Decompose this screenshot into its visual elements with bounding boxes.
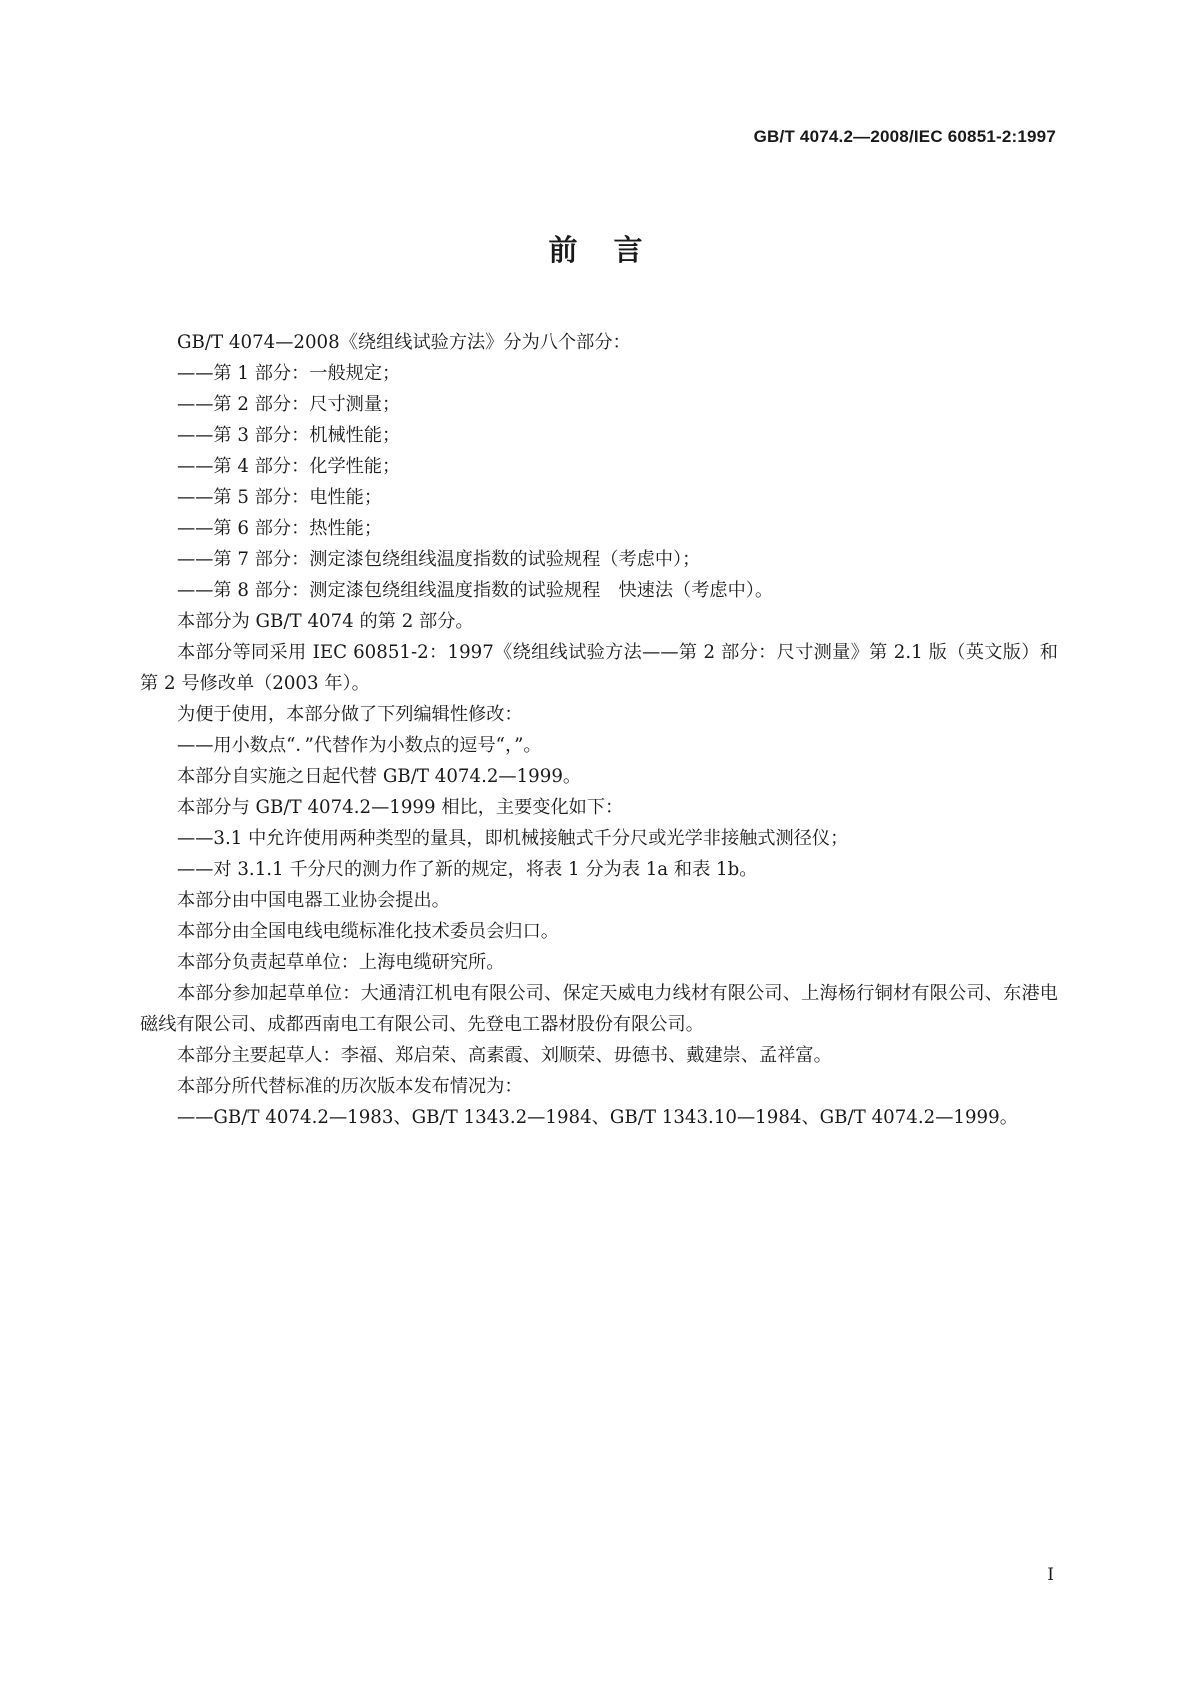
paragraph-main-changes: 本部分与 GB/T 4074.2—1999 相比，主要变化如下： [177,797,624,818]
list-item-part-3: ——第 3 部分：机械性能； [177,425,401,446]
list-item-history: ——GB/T 4074.2—1983、GB/T 1343.2—1984、GB/T 1343.10—1984、GB/T 4074.2—1999。 [177,1107,1018,1128]
paragraph-replaces: 本部分自实施之日起代替 GB/T 4074.2—1999。 [177,766,582,787]
page-number: I [1047,1565,1054,1585]
list-item-part-1: ——第 1 部分：一般规定； [177,363,401,384]
standard-code-header: GB/T 4074.2—2008/IEC 60851-2:1997 [753,127,1056,146]
paragraph-proposed-by: 本部分由中国电器工业协会提出。 [177,890,450,911]
page-title: 前言 [548,233,679,267]
paragraph-editorial-changes: 为便于使用，本部分做了下列编辑性修改： [177,704,523,725]
list-item-change-3-1: ——3.1 中允许使用两种类型的量具，即机械接触式千分尺或光学非接触式测径仪； [177,828,849,849]
list-item-part-6: ——第 6 部分：热性能； [177,518,383,539]
paragraph-adoption: 本部分等同采用 IEC 60851-2：1997《绕组线试验方法——第 2 部分：尺寸测量》第 2.1 版（英文版）和第 2 号修改单（2003 年）。 [140,642,1058,694]
list-item-part-7: ——第 7 部分：测定漆包绕组线温度指数的试验规程（考虑中）； [177,549,701,570]
paragraph-history-intro: 本部分所代替标准的历次版本发布情况为： [177,1076,523,1097]
paragraph-centralized-by: 本部分由全国电线电缆标准化技术委员会归口。 [177,921,559,942]
list-item-change-3-1-1: ——对 3.1.1 千分尺的测力作了新的规定，将表 1 分为表 1a 和表 1b。 [177,859,758,880]
paragraph-this-part: 本部分为 GB/T 4074 的第 2 部分。 [177,611,474,632]
paragraph-parts-intro: GB/T 4074—2008《绕组线试验方法》分为八个部分： [177,332,631,353]
paragraph-participating-units: 本部分参加起草单位：大通清江机电有限公司、保定天威电力线材有限公司、上海杨行铜材有限公司、东港电磁线有限公司、成都西南电工有限公司、先登电工器材股份有限公司。 [140,983,1058,1035]
list-item-part-8: ——第 8 部分：测定漆包绕组线温度指数的试验规程 快速法（考虑中）。 [177,580,774,601]
list-item-decimal-point: ——用小数点“．”代替作为小数点的逗号“，”。 [177,735,542,756]
list-item-part-2: ——第 2 部分：尺寸测量； [177,394,401,415]
paragraph-drafting-unit: 本部分负责起草单位：上海电缆研究所。 [177,952,505,973]
list-item-part-4: ——第 4 部分：化学性能； [177,456,401,477]
list-item-part-5: ——第 5 部分：电性能； [177,487,383,508]
foreword-body [140,327,1058,1133]
paragraph-drafters: 本部分主要起草人：李福、郑启荣、高素霞、刘顺荣、毋德书、戴建崇、孟祥富。 [177,1045,832,1066]
